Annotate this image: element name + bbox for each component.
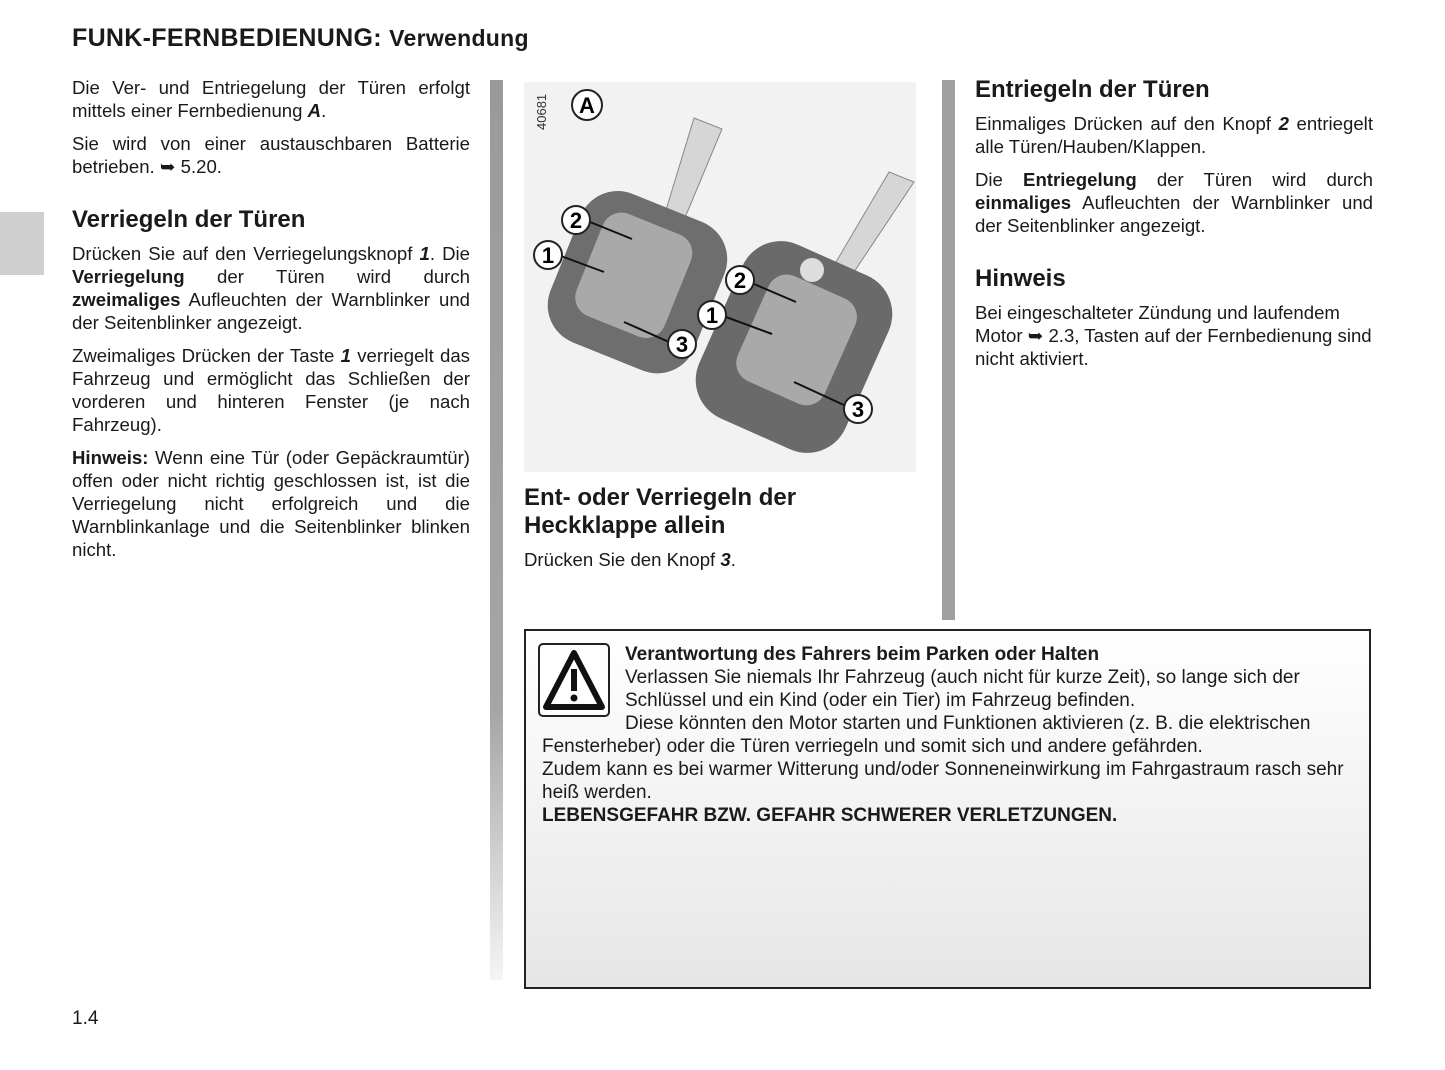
column-divider (490, 80, 503, 980)
figure-reference: 40681 (534, 93, 549, 130)
remote-key-illustration (524, 82, 916, 472)
callout-2: 2 (733, 268, 747, 293)
warning-title: Verantwortung des Fahrers beim Parken oder Halten (625, 644, 1100, 665)
hint-paragraph: Bei eingeschalteter Zündung und laufendem Motor ➥ 2.3, Tasten auf der Fernbedienung sind nicht aktiviert. (975, 302, 1372, 369)
note-paragraph: Hinweis: Wenn eine Tür (oder Gepäckraumtür) offen oder nicht richtig geschlossen ist, ist die Verriegelung nicht erfolgreich und die Warnblinkanlage und die Seitenblinker blinken nicht. (72, 447, 470, 560)
callout-1: 1 (705, 303, 719, 328)
chapter-tab (0, 212, 44, 275)
left-column (72, 76, 470, 571)
section-heading: Entriegeln der Türen (975, 76, 1210, 103)
title-sub: Verwendung (389, 25, 529, 51)
intro-paragraph: Die Ver- und Entriegelung der Türen erfolgt mittels einer Fernbedienung A. (72, 77, 470, 121)
callout-2: 2 (569, 208, 583, 233)
unlock-signal-paragraph: Die Entriegelung der Türen wird durch einmaliges Aufleuchten der Warnblinker und der Seitenblinker angezeigt. (975, 169, 1373, 236)
warning-text: Diese könnten den Motor starten und Funktionen aktivieren (z. B. die elektrischen Fensterheber) oder die Türen verriegeln und somit sich und andere gefährden. (542, 713, 1311, 757)
lock-paragraph: Drücken Sie auf den Verriegelungsknopf 1. Die Verriegelung der Türen wird durch zweimaliges Aufleuchten der Warnblinker und der Seitenblinker angezeigt. (72, 243, 470, 333)
figure-label-a: A (579, 93, 595, 118)
unlock-paragraph: Einmaliges Drücken auf den Knopf 2 entriegelt alle Türen/Hauben/Klappen. (975, 113, 1373, 157)
section-heading: Ent- oder Verriegeln der Heckklappe allein (524, 484, 797, 539)
callout-1: 1 (541, 243, 555, 268)
tailgate-paragraph: Drücken Sie den Knopf 3. (524, 549, 736, 570)
title-main: FUNK-FERNBEDIENUNG: (72, 24, 382, 52)
section-heading: Verriegeln der Türen (72, 206, 306, 233)
callout-3: 3 (851, 397, 865, 422)
page-number: 1.4 (72, 1008, 99, 1029)
warning-emphasis: LEBENSGEFAHR BZW. GEFAHR SCHWERER VERLETZUNGEN. (542, 805, 1118, 826)
warning-text: Verlassen Sie niemals Ihr Fahrzeug (auch nicht für kurze Zeit), so lange sich der Schlüssel und ein Kind (oder ein Tier) im Fahrzeug befinden. (625, 667, 1300, 711)
warning-text: Zudem kann es bei warmer Witterung und/oder Sonneneinwirkung im Fahrgastraum rasch sehr heiß werden. (542, 759, 1344, 803)
double-press-paragraph: Zweimaliges Drücken der Taste 1 verriegelt das Fahrzeug und ermöglicht das Schließen der vorderen und hinteren Fenster (je nach Fahrzeug). (72, 345, 470, 435)
section-heading: Hinweis (975, 265, 1066, 292)
callout-3: 3 (675, 332, 689, 357)
column-divider (942, 80, 955, 620)
battery-paragraph: Sie wird von einer austauschbaren Batterie betrieben. ➥ 5.20. (72, 133, 470, 177)
warning-box (524, 629, 1371, 989)
right-column (975, 76, 1373, 380)
page-title (72, 24, 529, 53)
middle-column (524, 484, 919, 581)
